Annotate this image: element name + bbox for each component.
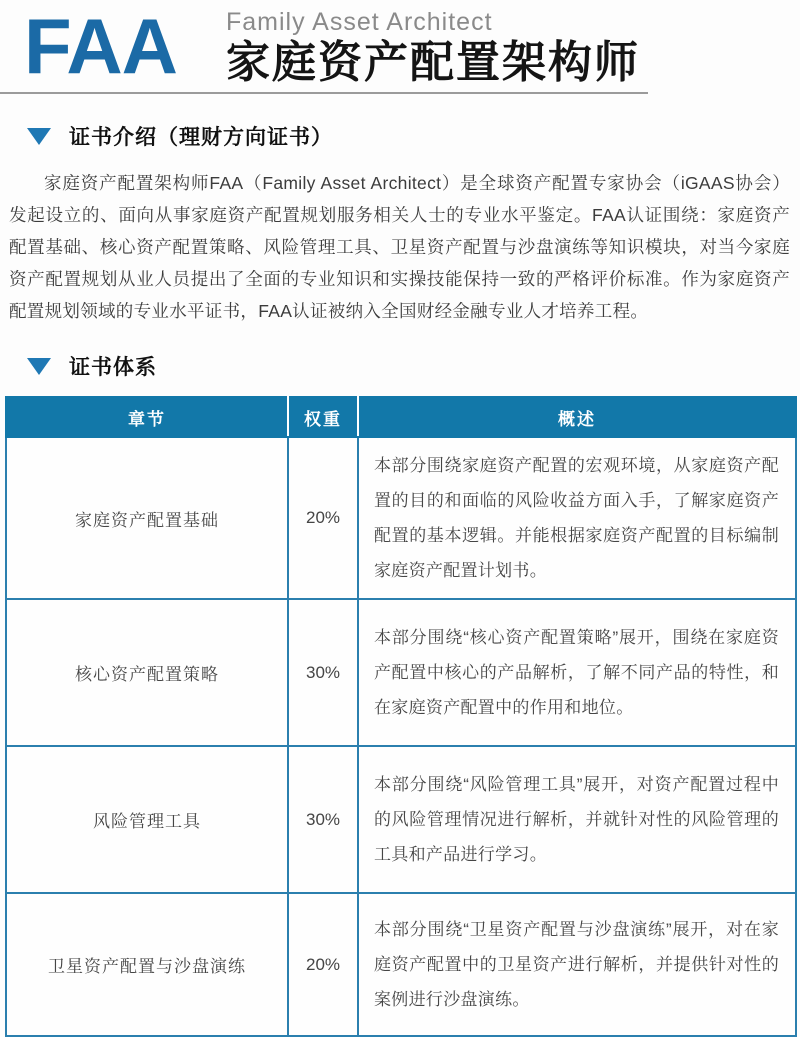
page-title: 家庭资产配置架构师 bbox=[226, 38, 640, 87]
certificate-table bbox=[5, 396, 797, 1037]
overview-cell: 本部分围绕“风险管理工具”展开，对资产配置过程中的风险管理情况进行解析，并就针对性的风险管理的工具和产品进行学习。 bbox=[358, 746, 796, 893]
column-header-weight: 权重 bbox=[288, 397, 358, 437]
weight-cell: 20% bbox=[288, 893, 358, 1036]
system-heading: 证书体系 bbox=[69, 356, 157, 379]
overview-cell: 本部分围绕“核心资产配置策略”展开，围绕在家庭资产配置中核心的产品解析，了解不同产品的特性，和在家庭资产配置中的作用和地位。 bbox=[358, 599, 796, 746]
intro-heading: 证书介绍（理财方向证书） bbox=[69, 126, 333, 149]
table-row bbox=[6, 746, 796, 893]
column-header-chapter: 章节 bbox=[6, 397, 288, 437]
weight-cell: 30% bbox=[288, 746, 358, 893]
section-heading-system bbox=[27, 351, 800, 381]
intro-paragraph: 家庭资产配置架构师FAA（Family Asset Architect）是全球资产配置专家协会（iGAAS协会）发起设立的、面向从事家庭资产配置规划服务相关人士的专业水平鉴定。FAA认证围绕：家庭资产配置基础、核心资产配置策略、风险管理工具、卫星资产配置与沙盘演练等知识模块，对当今家庭资产配置规划从业人员提出了全面的专业知识和实操技能保持一致的严格评价标准。作为家庭资产配置规划领域的专业水平证书，FAA认证被纳入全国财经金融专业人才培养工程。 bbox=[9, 173, 790, 321]
weight-cell: 20% bbox=[288, 437, 358, 599]
column-header-overview: 概述 bbox=[358, 397, 796, 437]
header-divider bbox=[0, 92, 648, 94]
chapter-cell: 家庭资产配置基础 bbox=[6, 437, 288, 599]
table-row bbox=[6, 437, 796, 599]
header-title-block bbox=[226, 8, 640, 88]
table-row bbox=[6, 599, 796, 746]
overview-cell: 本部分围绕“卫星资产配置与沙盘演练”展开，对在家庭资产配置中的卫星资产进行解析，并提供针对性的案例进行沙盘演练。 bbox=[358, 893, 796, 1036]
chapter-cell: 核心资产配置策略 bbox=[6, 599, 288, 746]
faa-logo: FAA bbox=[24, 2, 177, 90]
chapter-cell: 卫星资产配置与沙盘演练 bbox=[6, 893, 288, 1036]
section-heading-intro bbox=[27, 121, 800, 151]
subtitle-english: Family Asset Architect bbox=[226, 8, 493, 36]
header bbox=[0, 0, 800, 99]
table-row bbox=[6, 893, 796, 1036]
weight-cell: 30% bbox=[288, 599, 358, 746]
triangle-down-icon bbox=[27, 358, 51, 375]
chapter-cell: 风险管理工具 bbox=[6, 746, 288, 893]
overview-cell: 本部分围绕家庭资产配置的宏观环境，从家庭资产配置的目的和面临的风险收益方面入手，了解家庭资产配置的基本逻辑。并能根据家庭资产配置的目标编制家庭资产配置计划书。 bbox=[358, 437, 796, 599]
triangle-down-icon bbox=[27, 128, 51, 145]
table-header-row bbox=[6, 397, 796, 437]
